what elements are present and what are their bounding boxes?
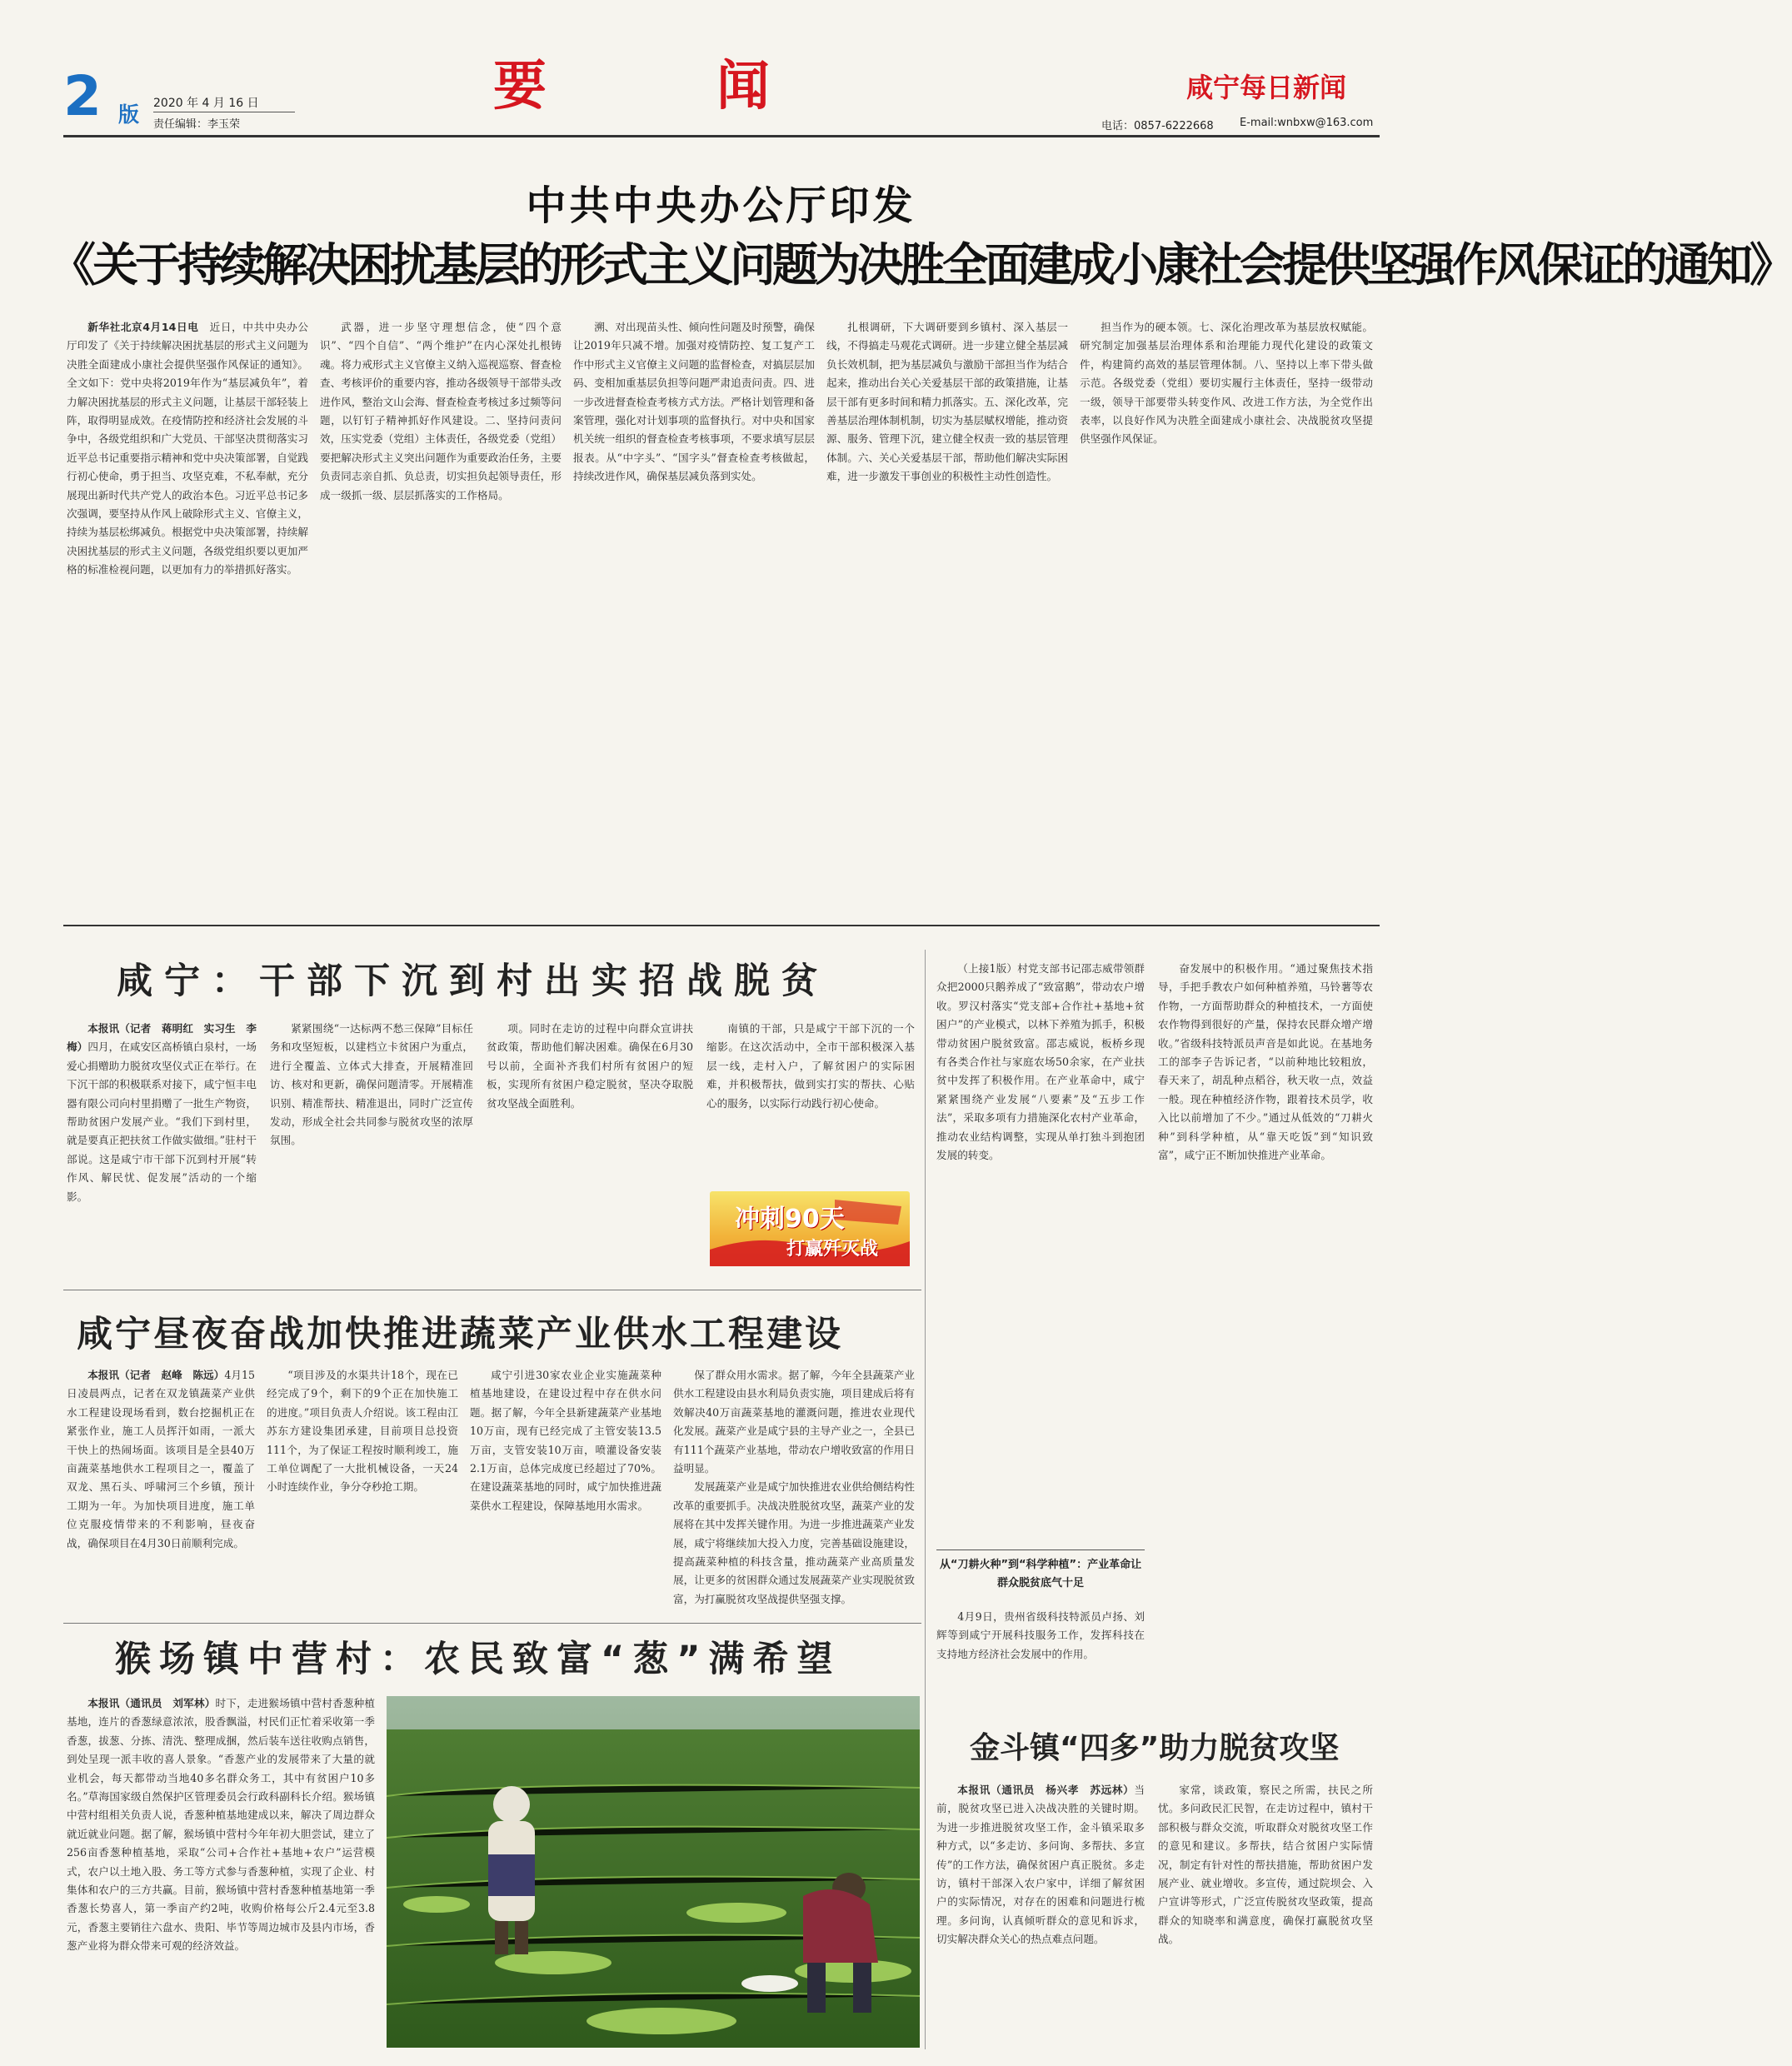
badge-small-text: 打赢歼灭战 xyxy=(786,1239,879,1260)
story-d-text-1: 当前，脱贫攻坚已进入决战决胜的关键时期。为进一步推进脱贫攻坚工作，金斗镇采取多种方式，以“多走访、多问询、多帮扶、多宣传”的工作方法，确保贫困户真正脱贫。多走访，镇村干部深入农户家中，详细了解贫困户的实际情况，对存在的困难和问题进行梳理。多问询，认真倾听群众的意见和诉求，切实解决群众关心的热点难点问题。 xyxy=(936,1784,1145,1946)
side-column xyxy=(936,1608,1145,1699)
issue-date: 2020 年 4 月 16 日 xyxy=(153,97,259,110)
masthead-rule xyxy=(63,135,1380,137)
story-d-byline: 本报讯（通讯员 杨兴孝 苏远林） xyxy=(957,1784,1135,1796)
lead-column-4 xyxy=(826,318,1068,910)
story-b-bottom-rule xyxy=(63,1623,921,1624)
lead-dateline: 新华社北京4月14日电 xyxy=(87,321,199,333)
side-heading: 从“刀耕火种”到“科学种植”：产业革命让群众脱贫底气十足 xyxy=(939,1559,1142,1589)
story-a-text-2: 紧紧围绕“一达标两不愁三保障”目标任务和攻坚短板，以建档立卡贫困户为重点，进行全覆盖、立体式大排查，开展精准回访、核对和更新，确保问题清零。开展精准识别、精准帮扶、精准退出，同时广泛宣传发动，形成全社会共同参与脱贫攻坚的浓厚氛围。 xyxy=(270,1022,473,1147)
story-c-title: 猴场镇中营村：农民致富“葱”满希望 xyxy=(115,1639,841,1680)
story-a-right-text-2: 奋发展中的积极作用。“通过聚焦技术指导，手把手教农户如何种植养殖，马铃薯等农作物，一方面帮助群众的种植技术，一方面使农作物得到很好的产量，保持农民群众增产增收。”省级科技特派员声音是如此说。在基地务工的部李子告诉记者，“以前种地比较粗放，春天来了，胡乱种点稻谷，秋天收一点，效益一般。现在种植经济作物，跟着技术员学，收入比以前增加了不少。”通过从低效的“刀耕火种”到科学种植，从“靠天吃饭”到“知识致富”，咸宁正不断加快推进产业革命。 xyxy=(1158,962,1373,1162)
onion-field-illustration xyxy=(387,1696,920,2048)
story-a-divider xyxy=(925,950,926,1699)
lead-kicker: 中共中央办公厅印发 xyxy=(526,182,916,229)
story-c-column-1 xyxy=(67,1694,375,2044)
lead-title: 《关于持续解决困扰基层的形式主义问题为决胜全面建成小康社会提供坚强作风保证的通知》 xyxy=(50,238,1792,292)
story-d-column-1 xyxy=(936,1781,1145,2046)
story-b-text-3: 咸宁引进30家农业企业实施蔬菜种植基地建设，在建设过程中存在供水问题。据了解，今年全县新建蔬菜产业基地10万亩，现有已经完成了主管安装13.5万亩，支管安装10万亩，喷灌设备安装2.1万亩，总体完成度已经超过了70%。在建设蔬菜基地的同时，咸宁加快推进蔬菜供水工程建设，保障基地用水需求。 xyxy=(470,1369,661,1512)
story-b-byline: 本报讯（记者 赵峰 陈远） xyxy=(87,1369,225,1381)
story-b-right-text: 发展蔬菜产业是咸宁加快推进农业供给侧结构性改革的重要抓手。决战决胜脱贫攻坚，蔬菜产业的发展将在其中发挥关键作用。为进一步推进蔬菜产业发展，咸宁将继续加大投入力度，完善基础设施建设，提高蔬菜种植的科技含量，推动蔬菜产业高质量发展，让更多的贫困群众通过发展蔬菜产业实现脱贫致富，为打赢脱贫攻坚战提供坚强支撑。 xyxy=(673,1480,915,1605)
lead-text-4: 扎根调研，下大调研要到乡镇村、深入基层一线，不得搞走马观花式调研。进一步建立健全基层减负长效机制，把为基层减负与激励干部担当作为结合起来，推动出台关心关爱基层干部的政策措施，让基层干部有更多时间和精力抓落实。五、深化改革，完善基层治理体制机制，切实为基层赋权增能，推动资源、服务、管理下沉，建立健全权责一致的基层管理体制。六、关心关爱基层干部，帮助他们解决实际困难，进一步激发干事创业的积极性主动性创造性。 xyxy=(826,321,1068,483)
lead-text-5: 担当作为的硬本领。七、深化治理改革为基层放权赋能。研究制定加强基层治理体系和治理能力现代化建设的政策文件，构建简约高效的基层管理体制。八、坚持以上率下带头做示范。各级党委（党组）要切实履行主体责任，坚持一级带动一级，领导干部要带头转变作风、改进工作方法，为全党作出表率，以良好作风为决胜全面建成小康社会、决战脱贫攻坚提供坚强作风保证。 xyxy=(1080,321,1373,446)
story-a-column-4 xyxy=(706,1020,915,1190)
story-d-title: 金斗镇“四多”助力脱贫攻坚 xyxy=(970,1731,1340,1765)
lead-column-2 xyxy=(320,318,562,910)
contact-phone: 电话：0857-6222668 xyxy=(1101,120,1214,132)
section-title: 要 闻 xyxy=(493,55,828,117)
onion-field-photo xyxy=(387,1696,920,2048)
story-c-text: 时下，走进猴场镇中营村香葱种植基地，连片的香葱绿意浓浓，股香飘溢，村民们正忙着采收第一季香葱，拔葱、分拣、清洗、整理成捆，然后装车送往收购点销售，到处呈现一派丰收的喜人景象。“香葱产业的发展带来了大量的就业机会，每天都带动当地40多名群众务工，其中有贫困户10多名。”草海国家级自然保护区管理委员会行政科副科长介绍。猴场镇中营村组相关负责人说，香葱种植基地建成以来，解决了周边群众就近就业问题。据了解，猴场镇中营村今年年初大胆尝试，建立了256亩香葱种植基地，采取“公司+合作社+基地+农户”运营模式，农户以土地入股、务工等方式参与香葱种植，实现了企业、村集体和农户的三方共赢。目前，猴场镇中营村香葱种植基地第一季香葱长势喜人，第一季亩产约2吨，收购价格每公斤2.4元至3.8元，香葱主要销往六盘水、贵阳、毕节等周边城市及县内市场，香葱产业将为群众带来可观的经济效益。 xyxy=(67,1697,376,1953)
lead-bottom-rule xyxy=(63,925,1380,926)
lead-column-3 xyxy=(573,318,815,910)
badge-big-text: 冲刺90天 xyxy=(735,1205,845,1234)
story-b-text-4: 保了群众用水需求。据了解，今年全县蔬菜产业供水工程建设由县水利局负责实施，项目建成后将有效解决40万亩蔬菜基地的灌溉问题，推进农业现代化发展。蔬菜产业是咸宁县的主导产业之一，全县已有111个蔬菜产业基地，带动农户增收致富的作用日益明显。 xyxy=(673,1369,915,1475)
story-b-column-2 xyxy=(267,1366,458,1616)
story-b-text-1: 4月15日凌晨两点，记者在双龙镇蔬菜产业供水工程建设现场看到，数台挖掘机正在紧张作业，施工人员挥汗如雨，一派大干快上的热闹场面。该项目是全县40万亩蔬菜基地供水工程项目之一，覆盖了双龙、黑石头、呼啸河三个乡镇，预计工期为一年。为加快项目进度，施工单位克服疫情带来的不利影响，昼夜奋战，确保项目在4月30日前顺利完成。 xyxy=(67,1369,256,1550)
story-a-title: 咸宁：干部下沉到村出实招战脱贫 xyxy=(117,961,829,1002)
lead-column-1 xyxy=(67,318,308,910)
page-number: 2 xyxy=(63,64,102,128)
story-d-divider xyxy=(925,1699,926,2049)
side-text: 4月9日，贵州省级科技特派员卢扬、刘辉等到咸宁开展科技服务工作，发挥科技在支持地方经济社会发展中的作用。 xyxy=(936,1610,1145,1660)
story-b-text-2: “项目涉及的水渠共计18个，现在已经完成了9个，剩下的9个正在加快施工的进度。”项目负责人介绍说。该工程由江苏东方建设集团承建，目前项目总投资111个，为了保证工程按时顺利竣工，施工单位调配了一大批机械设备，一天24小时连续作业，争分夺秒抢工期。 xyxy=(267,1369,458,1494)
contact-email: E-mail:wnbxw@163.com xyxy=(1240,117,1374,129)
story-d-text-2: 家常，谈政策，察民之所需，扶民之所忧。多问政民汇民智，在走访过程中，镇村干部积极与群众交流，听取群众对脱贫攻坚工作的意见和建议。多帮扶，结合贫困户实际情况，制定有针对性的帮扶措施，帮助贫困户发展产业、就业增收。多宣传，通过院坝会、入户宣讲等形式，广泛宣传脱贫攻坚政策，提高群众的知晓率和满意度，确保打赢脱贫攻坚战。 xyxy=(1158,1784,1373,1946)
story-b-title: 咸宁昼夜奋战加快推进蔬菜产业供水工程建设 xyxy=(77,1314,843,1355)
page-unit: 版 xyxy=(118,102,140,127)
story-a-right-column xyxy=(936,960,1145,1543)
story-a-text-1: 四月，在咸安区高桥镇白泉村，一场爱心捐赠助力脱贫攻坚仪式正在举行。在下沉干部的积极联系对接下，咸宁恒丰电器有限公司向村里捐赠了一批生产物资，帮助贫困户发展产业。“我们下到村里，就是要真正把扶贫工作做实做细。”驻村干部说。这是咸宁市干部下沉到村开展“转作风、解民忧、促发展”活动的一个缩影。 xyxy=(67,1040,257,1203)
lead-column-5 xyxy=(1080,318,1373,910)
story-c-byline: 本报讯（通讯员 刘军林） xyxy=(87,1697,216,1709)
story-d-column-2 xyxy=(1158,1781,1373,2046)
lead-text-3: 溯、对出现苗头性、倾向性问题及时预警，确保让2019年只减不增。加强对疫情防控、复工复产工作中形式主义官僚主义问题的监督检查，对搞层层加码、变相加重基层负担等问题严肃追责问责。四、进一步改进督查检查考核方式方法。严格计划管理和备案管理，强化对计划事项的监督执行。对中央和国家机关统一组织的督查检查考核事项，不要求填写层层报表。从“中字头”、“国字头”督查检查考核做起，持续改进作风，确保基层减负落到实处。 xyxy=(573,321,815,483)
lead-text-1: 近日，中共中央办公厅印发了《关于持续解决困扰基层的形式主义问题为决胜全面建成小康社会提供坚强作风保证的通知》。全文如下：党中央将2019年作为“基层减负年”，着力解决困扰基层的形式主义问题，让基层干部轻装上阵，取得明显成效。在疫情防控和经济社会发展的斗争中，各级党组织和广大党员、干部坚决贯彻落实习近平总书记重要指示精神和党中央决策部署，自觉践行初心使命，勇于担当、攻坚克难，不私奉献，充分展现出新时代共产党人的政治本色。习近平总书记多次强调，要坚持从作风上破除形式主义、官僚主义，持续为基层松绑减负。根据党中央决策部署，持续解决困扰基层的形式主义问题，各级党组织要以更加严格的标准检视问题，以更加有力的举措抓好落实。 xyxy=(67,321,308,576)
editor-credit: 责任编辑：李玉荣 xyxy=(153,118,241,131)
story-b-column-3 xyxy=(470,1366,661,1616)
story-a-text-3: 项。同时在走访的过程中向群众宣讲扶贫政策，帮助他们解决困难。确保在6月30号以前，全面补齐我们村所有贫困户的短板，实现所有贫困户稳定脱贫，坚决夺取脱贫攻坚战全面胜利。 xyxy=(487,1022,693,1110)
story-a-right-text: （上接1版）村党支部书记邵志威带领群众把2000只鹅养成了“致富鹅”，带动农户增收。罗汉村落实“党支部+合作社+基地+贫困户”的产业模式，以林下养殖为抓手，积极带动贫困户脱贫致富。邵志威说，板桥乡现有各类合作社与家庭农场50余家，在产业扶贫中发挥了积极作用。在产业革命中，咸宁紧紧围绕产业发展“八要素”及“五步工作法”，采取多项有力措施深化农村产业革命，推动农业结构调整，实现从单打独斗到抱团发展的转变。 xyxy=(936,962,1145,1162)
paper-name: 咸宁每日新闻 xyxy=(1186,72,1347,103)
lead-text-2: 武器，进一步坚守理想信念，使“四个意识”、“四个自信”、“两个维护”在内心深处扎根铸魂。将力戒形式主义官僚主义纳入巡视巡察、督查检查、考核评价的重要内容，推动各级领导干部带头改进作风，整治文山会海、督查检查考核过多过频等问题，以钉钉子精神抓好作风建设。二、坚持问责问效，压实党委（党组）主体责任，各级党委（党组）要把解决形式主义突出问题作为重要政治任务，主要负责同志亲自抓、负总责，切实担负起领导责任，形成一级抓一级、层层抓落实的工作格局。 xyxy=(320,321,562,502)
story-b-column-1 xyxy=(67,1366,255,1616)
story-a-text-4: 南镇的干部，只是咸宁干部下沉的一个缩影。在这次活动中，全市干部积极深入基层一线，走村入户，了解贫困户的实际困难，并积极帮扶，做到实打实的帮扶、心贴心的服务，以实际行动践行初心使命。 xyxy=(706,1022,915,1110)
story-b-column-4 xyxy=(673,1366,915,1616)
story-a-right-column-2 xyxy=(1158,960,1373,1699)
campaign-badge xyxy=(710,1191,910,1266)
story-a-byline: 本报讯（记者 蒋明红 实习生 李梅） xyxy=(67,1022,257,1054)
